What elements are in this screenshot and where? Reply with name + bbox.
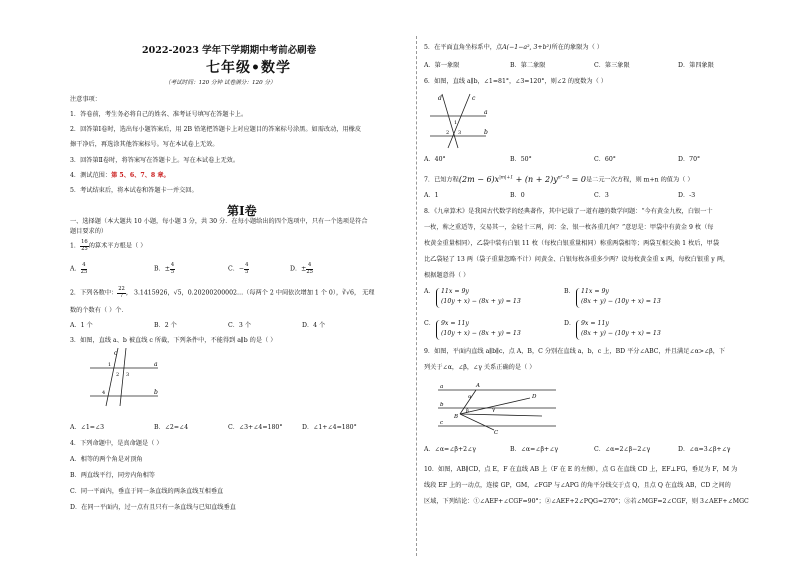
svg-text:b: b [440,402,444,408]
q7-option-c: C．3 [594,192,609,199]
cbrt-symbol: ∛√6 [342,289,354,297]
svg-text:1: 1 [108,362,112,368]
svg-text:β: β [466,408,469,414]
question-8-line: 根据题意得（ ） [424,272,470,279]
sqrt-symbol: √5 [173,289,182,297]
q6-option-a: A．40° [424,156,446,163]
question-9: 9．如图，平面内直线 a∥b∥c，点 A，B，C 分别在直线 a，b，c 上，BD 平分∠ABC，并且满足∠α>∠β，下 [424,348,726,355]
q3-option-c: C．∠3+∠4=180° [228,424,283,431]
question-9-line2: 列关于∠α，∠β，∠γ 关系正确的是（ ） [424,364,536,371]
svg-text:b: b [154,389,158,396]
q7-option-d: D．-3 [678,192,696,199]
test-scope: 第 5、6、7、8 章。 [111,172,170,179]
q6-option-d: D．70° [678,156,701,163]
exam-title: 2022-2023 学年下学期期中考前必刷卷 [142,45,317,56]
q8-option-b: B． [564,288,575,295]
q5-option-a: A．第一象限 [424,62,460,69]
svg-text:2: 2 [446,130,450,136]
exam-page: 2022-2023 学年下学期期中考前必刷卷 七年级•数学 （考试时间：120 分钟 试卷满分：120 分） 注意事项： 1．答卷前，考生务必将自己的姓名、准考证号填写在答题卡上。 2．回答第Ⅰ卷时，选出每小题答案后，用 2B 铅笔把答题卡上对应题目的答案标号涂黑。如需改动，用橡皮 擦干净后，再选涂其他答案标号。写在本试卷上无效。 3．回答第Ⅱ卷时，将答案写在答题卡上。写在本试卷上无效。 4．测试范围：第 5、6、7、8 章。 5．考试结束后，将本试卷和答题卡一并交回。 第Ⅰ卷 一、选择题（本大题共 10 小题，每小题 3 分，共 30 分．在每小题给出的四个选项中，只有一个选项是符合 题目要求的） 1． $\frac{16}{25}$ 的算术平方根是（ ） A． $\frac{4}{25}$ B．± $\frac{4}{5}$ C．− $\frac{4}{5}$ D．± $\frac{4}{25}$ 2．下列各数中： $\frac{22}{7}$ ， 3.1415926，√5，0.20200200002…（每两个 2 中间依次增加 1 个 0），∛√6， 无理 数的个数有（ ）个． A．1 个 B．2 个 C．3 个 D．4 个 3．如图，直线 a、b 被直线 c 所截，下列条件中，不能得到 a∥b 的是（ ） c a b 1 2 3 4 A．∠1=∠3 B．∠2=∠4 C．∠3+∠4=180° D．∠1+∠4=180° 4．下列命题中，是真命题是（ ） A．相等的两个角是对顶角 B．两直线平行，同旁内角相等 C．同一平面内，垂直于同一条直线的两条直线互相垂直 D．在同一平面内，过一点有且只有一条直线与已知直线垂直 5．在平面直角坐标系中，点A(−1−a², 3+b²)所在的象限为（ ） A．第一象限 B．第二象限 C．第三象限 D．第四象限 6．如图，直线 a∥b，∠1=81°，∠3=120°，则∠2 的度数为（ ） d c a b 1 2 3 A．40° B．50° C．60° D．70° 7．已知方程$(2m - 6)x^{|m|+1} + (n + 2)y^{n^2-8} = 0$是二元一次方程，则 m+n 的值为（ ） A．1 B．0 C．3 D．-3 8．《九章算术》是我国古代数学的经典著作，其中记载了一道有趣的数学问题：“今有黄金九枚，白银一十 一枚，称之重适等，交易其一，金轻十三两，问：金、银一枚各重几何？”意思是：甲袋中有黄金 9 枚（每 枚黄金重量相同），乙袋中装有白银 11 枚（每枚白银重量相同）称重两袋相等；两袋互相交换 1 枚后，甲袋 比乙袋轻了 13 两（袋子重量忽略不计）问黄金、白银每枚各重多少两？设每枚黄金重 x 两，每枚白银重 y 两， 根据题意得（ ） A． 11x = 9y (10y + x) − (8x + y) = 13 B． 11x = 9y (8x + y) − (10y + x) = 13 C． 9x = 11y (10y + x) − (8x + y) = 13 D． 9x = 11y (8x + y) − (10y + x) = 13 9．如图，平面内直线 a∥b∥c，点 A，B，C 分别在直线 a，b，c 上，BD 平分∠ABC，并且满足∠α>∠β，下 列关于∠α，∠β，∠γ 关系正确的是（ ） a b c A B C D α β γ A．∠α=∠β+2∠γ B．∠α=∠β+∠γ C．∠α=2∠β−2∠γ D．∠α=3∠β+∠γ 10．如图，AB∥CD，点 E，F 在直线 AB 上（F 在 E 的左侧），点 G 在直线 CD 上，EF⊥FG，垂足为 F，M 为 线段 EF 上的一动点，连接 GP，GM，∠FGP 与∠APG 的角平分线交于点 Q，且点 Q 在直线 AB，CD 之间的 区域，下列结论：①∠AEF+∠CGF=90°；②∠AEF+2∠PQG=270°；③若∠MGF=2∠CGF，则 3∠AEF+∠MGC [0,0,794,562]
q9-option-b: B．∠α=∠β+∠γ [510,446,559,453]
question-4: 4．下列命题中，是真命题是（ ） [70,440,163,447]
q5-option-c: C．第三象限 [594,62,630,69]
svg-text:d: d [438,95,442,102]
question-5: 5．在平面直角坐标系中，点A(−1−a², 3+b²)所在的象限为（ ） [424,44,603,51]
note-item: 5．考试结束后，将本试卷和答题卡一并交回。 [70,187,198,194]
question-10-line: 10．如图，AB∥CD，点 E，F 在直线 AB 上（F 在 E 的左侧），点 G 在直线 CD 上，EF⊥FG，垂足为 F，M 为 [424,466,738,473]
q3-option-b: B．∠2=∠4 [154,424,189,431]
q7-option-b: B．0 [510,192,525,199]
column-divider [416,36,417,556]
svg-text:γ: γ [492,407,495,413]
q6-option-b: B．50° [510,156,532,163]
q4-option-d: D．在同一平面内，过一点有且只有一条直线与已知直线垂直 [70,504,236,511]
section-title: 第Ⅰ卷 [227,204,257,218]
q3-option-d: D．∠1+∠4=180° [302,424,357,431]
q5-option-b: B．第二象限 [510,62,546,69]
q6-option-c: C．60° [594,156,616,163]
svg-text:α: α [468,394,472,400]
q3-option-a: A．∠1=∠3 [70,424,105,431]
q4-option-c: C．同一平面内，垂直于同一条直线的两条直线互相垂直 [70,488,224,495]
q8-option-d: D． [564,320,576,327]
q3-figure [90,346,160,408]
note-item: 3．回答第Ⅱ卷时，将答案写在答题卡上。写在本试卷上无效。 [70,157,240,164]
question-2: 2．下列各数中： $\frac{22}{7}$ ， 3.1415926，√5，0.20200200002…（每两个 2 中间依次增加 1 个 0），∛√6， 无理 [70,286,375,299]
svg-text:4: 4 [102,390,106,396]
question-3: 3．如图，直线 a、b 被直线 c 所截，下列条件中，不能得到 a∥b 的是（ ） [70,337,277,344]
question-7: 7．已知方程$(2m - 6)x^{|m|+1} + (n + 2)y^{n^2-8} = 0$是二元一次方程，则 m+n 的值为（ ） [424,174,694,184]
svg-text:a: a [440,384,444,390]
q2-option-d: D．4 个 [302,322,326,329]
q7-option-a: A．1 [424,192,439,199]
question-8-line: 枚黄金重量相同），乙袋中装有白银 11 枚（每枚白银重量相同）称重两袋相等；两袋互相交换 1 枚后，甲袋 [424,240,720,247]
svg-text:1: 1 [454,120,458,126]
svg-text:c: c [440,420,444,426]
q9-option-c: C．∠α=2∠β−2∠γ [594,446,651,453]
svg-text:3: 3 [126,372,130,378]
note-item: 擦干净后，再选涂其他答案标号。写在本试卷上无效。 [70,141,219,148]
svg-text:a: a [484,109,488,116]
note-item: 4．测试范围：第 5、6、7、8 章。 [70,172,170,179]
exam-subject: 七年级•数学 [206,60,291,76]
equation: $(2m - 6)x^{|m|+1} + (n + 2)y^{n^2-8} = 0$ [458,174,586,184]
q6-figure [428,90,490,150]
note-item: 1．答卷前，考生务必将自己的姓名、准考证号填写在答题卡上。 [70,111,248,118]
q2-option-a: A．1 个 [70,322,93,329]
svg-text:A: A [476,383,480,389]
q2-option-c: C．3 个 [228,322,252,329]
svg-text:b: b [484,129,488,136]
q5-option-d: D．第四象限 [678,62,714,69]
q1-option-c: C．− $\frac{4}{5}$ [228,262,249,275]
exam-info: （考试时间：120 分钟 试卷满分：120 分） [165,80,276,86]
note-item: 2．回答第Ⅰ卷时，选出每小题答案后，用 2B 铅笔把答题卡上对应题目的答案标号涂黑。如需改动，用橡皮 [70,126,362,133]
question-8-line: 8．《九章算术》是我国古代数学的经典著作，其中记载了一道有趣的数学问题：“今有黄金九枚，白银一十 [424,208,713,215]
q9-figure [430,378,560,436]
question-8-line: 一枚，称之重适等，交易其一，金轻十三两，问：金、银一枚各重几何？”意思是：甲袋中有黄金 9 枚（每 [424,224,714,231]
svg-text:D: D [532,394,537,400]
q1-option-a: A． $\frac{4}{25}$ [70,262,88,275]
question-2-line2: 数的个数有（ ）个． [70,307,128,314]
question-10-line: 线段 EF 上的一动点，连接 GP，GM，∠FGP 与∠APG 的角平分线交于点 Q，且点 Q 在直线 AB，CD 之间的 [424,482,731,489]
fig-label: c [114,350,118,357]
q8-option-c: C． [424,320,435,327]
notes-heading: 注意事项： [70,96,101,103]
q1-option-d: D．± $\frac{4}{25}$ [290,262,313,275]
q9-option-d: D．∠α=3∠β+∠γ [678,446,731,453]
svg-text:B: B [454,414,459,420]
svg-text:3: 3 [458,130,462,136]
q2-option-b: B．2 个 [154,322,177,329]
question-10-line: 区域，下列结论：①∠AEF+∠CGF=90°；②∠AEF+2∠PQG=270°；③若∠MGF=2∠CGF，则 3∠AEF+∠MGC [424,498,749,505]
q4-option-a: A．相等的两个角是对顶角 [70,456,143,463]
svg-text:2: 2 [116,372,120,378]
q1-option-b: B．± $\frac{4}{5}$ [154,262,175,275]
q4-option-b: B．两直线平行，同旁内角相等 [70,472,155,479]
svg-text:c: c [472,95,476,102]
svg-text:C: C [494,430,499,436]
q9-option-a: A．∠α=∠β+2∠γ [424,446,476,453]
section-intro: 题目要求的） [70,228,108,235]
section-intro: 一、选择题（本大题共 10 小题，每小题 3 分，共 30 分．在每小题给出的四个选项中，只有一个选项是符合 [70,218,368,225]
question-8-line: 比乙袋轻了 13 两（袋子重量忽略不计）问黄金、白银每枚各重多少两？设每枚黄金重 x 两，每枚白银重 y 两， [424,256,730,263]
fraction: $\frac{16}{25}$ [81,239,88,252]
q8-option-a: A． [424,288,435,295]
question-1: 1． $\frac{16}{25}$ 的算术平方根是（ ） [70,239,147,252]
question-6: 6．如图，直线 a∥b，∠1=81°，∠3=120°，则∠2 的度数为（ ） [424,78,607,85]
svg-text:a: a [154,361,158,368]
